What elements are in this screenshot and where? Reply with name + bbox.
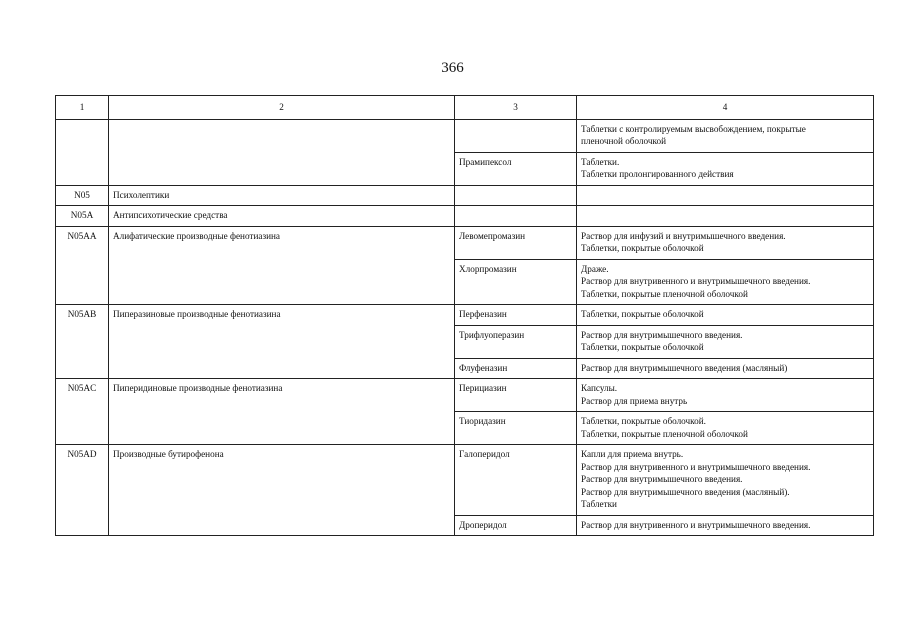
dosage-form-cell: Таблетки, покрытые оболочкой	[577, 305, 874, 326]
dosage-form-cell: Раствор для внутримышечного введения (масляный)	[577, 358, 874, 379]
dosage-form-cell: Драже. Раствор для внутривенного и внутримышечного введения. Таблетки, покрытые пленочной оболочкой	[577, 259, 874, 305]
dosage-form-cell: Раствор для внутривенного и внутримышечного введения.	[577, 515, 874, 536]
atc-code-cell: N05	[56, 185, 109, 206]
drug-name-cell: Флуфеназин	[455, 358, 577, 379]
table-row	[56, 445, 874, 516]
drug-name-cell: Левомепромазин	[455, 226, 577, 259]
drug-name-cell: Галоперидол	[455, 445, 577, 516]
group-name-cell: Психолептики	[109, 185, 455, 206]
atc-code-cell: N05AC	[56, 379, 109, 445]
header-cell: 3	[455, 96, 577, 120]
drug-name-cell: Перициазин	[455, 379, 577, 412]
drug-name-cell	[455, 185, 577, 206]
header-cell: 2	[109, 96, 455, 120]
dosage-form-cell: Таблетки. Таблетки пролонгированного действия	[577, 152, 874, 185]
group-name-cell: Антипсихотические средства	[109, 206, 455, 227]
drug-name-cell: Тиоридазин	[455, 412, 577, 445]
header-cell: 1	[56, 96, 109, 120]
drug-name-cell	[455, 119, 577, 152]
dosage-form-cell: Таблетки, покрытые оболочкой. Таблетки, покрытые пленочной оболочкой	[577, 412, 874, 445]
dosage-form-cell	[577, 185, 874, 206]
code-cell	[56, 119, 109, 185]
table-row	[56, 185, 874, 206]
table-row	[56, 379, 874, 412]
table-row	[56, 305, 874, 326]
drug-name-cell: Перфеназин	[455, 305, 577, 326]
dosage-form-cell: Раствор для инфузий и внутримышечного введения. Таблетки, покрытые оболочкой	[577, 226, 874, 259]
table-row	[56, 119, 874, 152]
header-cell: 4	[577, 96, 874, 120]
dosage-form-cell: Капли для приема внутрь. Раствор для внутривенного и внутримышечного введения. Раствор для внутримышечного введения. Раствор для внутримышечного введения (масляный). Таблетки	[577, 445, 874, 516]
group-name-cell: Пиперазиновые производные фенотиазина	[109, 305, 455, 379]
drug-name-cell: Дроперидол	[455, 515, 577, 536]
drug-name-cell: Трифлуоперазин	[455, 325, 577, 358]
table-body	[56, 119, 874, 536]
drug-name-cell: Прамипексол	[455, 152, 577, 185]
atc-code-cell: N05A	[56, 206, 109, 227]
drug-name-cell: Хлорпромазин	[455, 259, 577, 305]
drug-table	[55, 95, 874, 536]
table-row	[56, 226, 874, 259]
drug-name-cell	[455, 206, 577, 227]
atc-code-cell: N05AD	[56, 445, 109, 536]
table-row	[56, 206, 874, 227]
group-name-cell: Алифатические производные фенотиазина	[109, 226, 455, 305]
table-header	[56, 96, 874, 120]
dosage-form-cell: Раствор для внутримышечного введения. Таблетки, покрытые оболочкой	[577, 325, 874, 358]
group-name-cell	[109, 119, 455, 185]
atc-code-cell: N05AA	[56, 226, 109, 305]
page-number: 366	[441, 60, 464, 76]
group-name-cell: Производные бутирофенона	[109, 445, 455, 536]
header-row	[56, 96, 874, 120]
atc-code-cell: N05AB	[56, 305, 109, 379]
dosage-form-cell	[577, 206, 874, 227]
dosage-form-cell: Капсулы. Раствор для приема внутрь	[577, 379, 874, 412]
group-name-cell: Пиперидиновые производные фенотиазина	[109, 379, 455, 445]
dosage-form-cell: Таблетки с контролируемым высвобождением, покрытые пленочной оболочкой	[577, 119, 874, 152]
